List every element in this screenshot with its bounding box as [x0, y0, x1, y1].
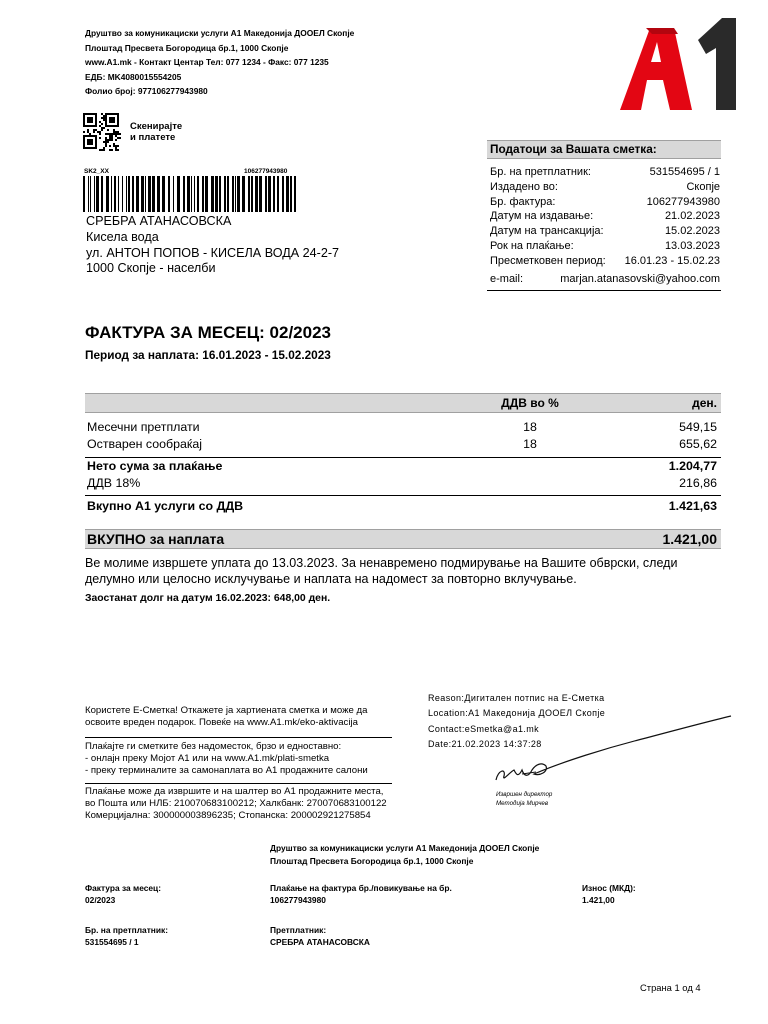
payment-options-promo	[85, 741, 395, 778]
account-info-divider	[487, 290, 721, 291]
outstanding-debt: Заостанат долг на датум 16.02.2023: 648,00 ден.	[85, 593, 331, 604]
net-label: Нето сума за плаќање	[87, 459, 223, 473]
promo-line: освоите вреден подарок. Повеќе на www.A1.mk/eko-aktivacija	[85, 717, 358, 729]
info-row	[487, 209, 721, 224]
slip-month-label: Фактура за месец:	[85, 883, 161, 893]
slip-amount-label: Износ (МКД):	[582, 883, 636, 893]
info-value: 531554695 / 1	[649, 166, 720, 178]
info-row	[487, 224, 721, 239]
table-header	[85, 393, 721, 413]
promo-line: Користете Е-Сметка! Откажете ја хартиената сметка и може да	[85, 705, 368, 716]
vat-label: ДДВ 18%	[87, 476, 141, 490]
info-value: 15.02.2023	[664, 225, 720, 238]
info-label: Пресметковен период:	[490, 254, 606, 267]
slip-subscriber-name-label: Претплатник:	[270, 925, 327, 935]
slip-company-info	[270, 842, 539, 868]
signature-contact: Contact:eSmetka@a1.mk	[428, 723, 540, 734]
bank-accounts-info	[85, 786, 395, 823]
slip-reference	[270, 883, 452, 906]
payment-notice: Ве молиме извршете уплата до 13.03.2023. За ненавремено подмирување на Вашите обврски, следи делумно или целосно исклучување и наплата на надомест за повторно вклучување.	[85, 556, 678, 586]
customer-city: Кисела вода	[86, 229, 159, 244]
slip-month-value: 02/2023	[85, 894, 116, 905]
info-value: 106277943980	[646, 195, 720, 208]
invoice-title: ФАКТУРА ЗА МЕСЕЦ: 02/2023	[85, 323, 331, 342]
slip-amount-value: 1.421,00	[582, 894, 615, 905]
header-vat: ДДВ во %	[501, 396, 559, 410]
info-value: 13.03.2023	[664, 239, 720, 252]
slip-company-name: Друштво за комуникациски услуги А1 Македонија ДООЕЛ Скопје	[270, 843, 540, 853]
company-header	[85, 26, 354, 99]
promo-line: Комерцијална: 300000003896235; Стопанска: 200002921275854	[85, 810, 371, 822]
slip-subscriber-number-label: Бр. на претплатник:	[85, 925, 168, 935]
grand-total-value: 1.421,00	[662, 531, 717, 547]
info-row	[487, 165, 721, 180]
info-label: Датум на издавање:	[490, 210, 594, 223]
account-info-list	[487, 159, 721, 286]
account-info-title: Податоци за Вашата сметка:	[487, 140, 721, 159]
vat-value: 216,86	[679, 476, 717, 490]
info-row	[487, 254, 721, 269]
info-label: Издадено во:	[490, 180, 558, 193]
header-amount: ден.	[692, 396, 717, 410]
info-row	[487, 239, 721, 254]
scan-line-1: Скенирајте	[130, 121, 183, 132]
customer-street: ул. АНТОН ПОПОВ - КИСЕЛА ВОДА 24-2-7	[86, 245, 340, 260]
item-name: Месечни претплати	[87, 420, 200, 434]
info-value: 16.01.23 - 15.02.23	[624, 254, 720, 267]
item-vat: 18	[523, 420, 537, 434]
barcode-left-label: SK2_XX	[84, 168, 109, 175]
customer-address	[86, 214, 339, 277]
slip-subscriber-number	[85, 925, 168, 948]
promo-divider	[85, 737, 392, 738]
grand-total-bar	[85, 529, 721, 549]
slip-subscriber-name	[270, 925, 370, 948]
slip-amount	[582, 883, 636, 906]
signature-title: Извршен директор	[496, 791, 553, 798]
table-row	[85, 419, 721, 436]
scan-line-2: и платете	[130, 132, 176, 143]
slip-subscriber-number-value: 531554695 / 1	[85, 936, 139, 947]
barcode	[83, 176, 298, 212]
signature-date: Date:21.02.2023 14:37:28	[428, 739, 542, 750]
promo-divider	[85, 783, 392, 784]
info-value: Скопје	[686, 180, 720, 193]
signature-location: Location:А1 Македонија ДООЕЛ Скопје	[428, 708, 606, 719]
item-amount: 549,15	[679, 420, 717, 434]
promo-line: - онлајн преку Мојот А1 или на www.A1.mk/plati-smetka	[85, 753, 330, 765]
signature-reason: Reason:Дигитален потпис на Е-Сметка	[428, 693, 605, 703]
slip-reference-value: 106277943980	[270, 894, 326, 905]
billing-period: Период за наплата: 16.01.2023 - 15.02.2023	[85, 348, 331, 362]
slip-month	[85, 883, 161, 906]
promo-line: во Пошта или НЛБ: 210070683100212; Халкбанк: 270070683100122	[85, 798, 387, 810]
promo-line: - преку терминалите за самонаплата во А1 продажните салони	[85, 765, 368, 777]
customer-postal: 1000 Скопје - населби	[86, 261, 216, 276]
account-info-box	[487, 140, 721, 291]
slip-reference-label: Плаќање на фактура бр./повикување на бр.	[270, 883, 452, 893]
info-label: Бр. на претплатник:	[490, 166, 591, 178]
grand-total-label: ВКУПНО за наплата	[87, 531, 225, 547]
sum-label: Вкупно А1 услуги со ДДВ	[87, 499, 244, 513]
info-label: Рок на плаќање:	[490, 239, 574, 252]
table-divider	[85, 495, 721, 496]
charges-table	[85, 393, 721, 515]
page-number: Страна 1 од 4	[640, 982, 701, 993]
slip-subscriber-name-value: СРЕБРА АТАНАСОВСКА	[270, 936, 370, 947]
info-row	[487, 195, 721, 210]
promo-line: Плаќање може да извршите и на шалтер во А1 продажните места,	[85, 786, 384, 797]
a1-logo	[616, 14, 742, 114]
email-value: marjan.atanasovski@yahoo.com	[560, 272, 720, 285]
info-label: Бр. фактура:	[490, 195, 556, 208]
barcode-right-label: 106277943980	[244, 168, 288, 175]
net-row	[85, 458, 721, 475]
net-value: 1.204,77	[668, 459, 717, 473]
info-label: Датум на трансакција:	[490, 225, 604, 238]
vat-row	[85, 475, 721, 492]
sum-row	[85, 498, 721, 515]
company-name: Друштво за комуникациски услуги А1 Македонија ДООЕЛ Скопје	[85, 28, 355, 38]
signature-caption	[496, 790, 552, 808]
slip-company-address: Плоштад Пресвета Богородица бр.1, 1000 Скопје	[270, 855, 474, 866]
signature-name: Методија Мирчев	[496, 800, 549, 807]
item-amount: 655,62	[679, 437, 717, 451]
sum-value: 1.421,63	[668, 499, 717, 513]
company-contact: www.A1.mk - Контакт Центар Тел: 077 1234 - Факс: 077 1235	[85, 57, 329, 68]
promo-line: Плаќајте ги сметките без надоместок, брзо и едноставно:	[85, 741, 342, 752]
company-edb: ЕДБ: MK4080015554205	[85, 71, 182, 82]
item-vat: 18	[523, 437, 537, 451]
info-row	[487, 180, 721, 195]
item-name: Остварен сообраќај	[87, 437, 202, 451]
company-address: Плоштад Пресвета Богородица бр.1, 1000 Скопје	[85, 42, 289, 53]
table-row	[85, 436, 721, 453]
e-bill-promo	[85, 705, 395, 729]
email-row	[487, 272, 721, 287]
info-value: 21.02.2023	[664, 210, 720, 223]
scan-and-pay-label	[130, 121, 182, 143]
handwritten-signature	[466, 712, 736, 792]
email-label: e-mail:	[490, 272, 524, 285]
qr-code-icon	[83, 113, 121, 151]
customer-name: СРЕБРА АТАНАСОВСКА	[86, 214, 232, 228]
company-folio: Фолио број: 977106277943980	[85, 86, 208, 97]
